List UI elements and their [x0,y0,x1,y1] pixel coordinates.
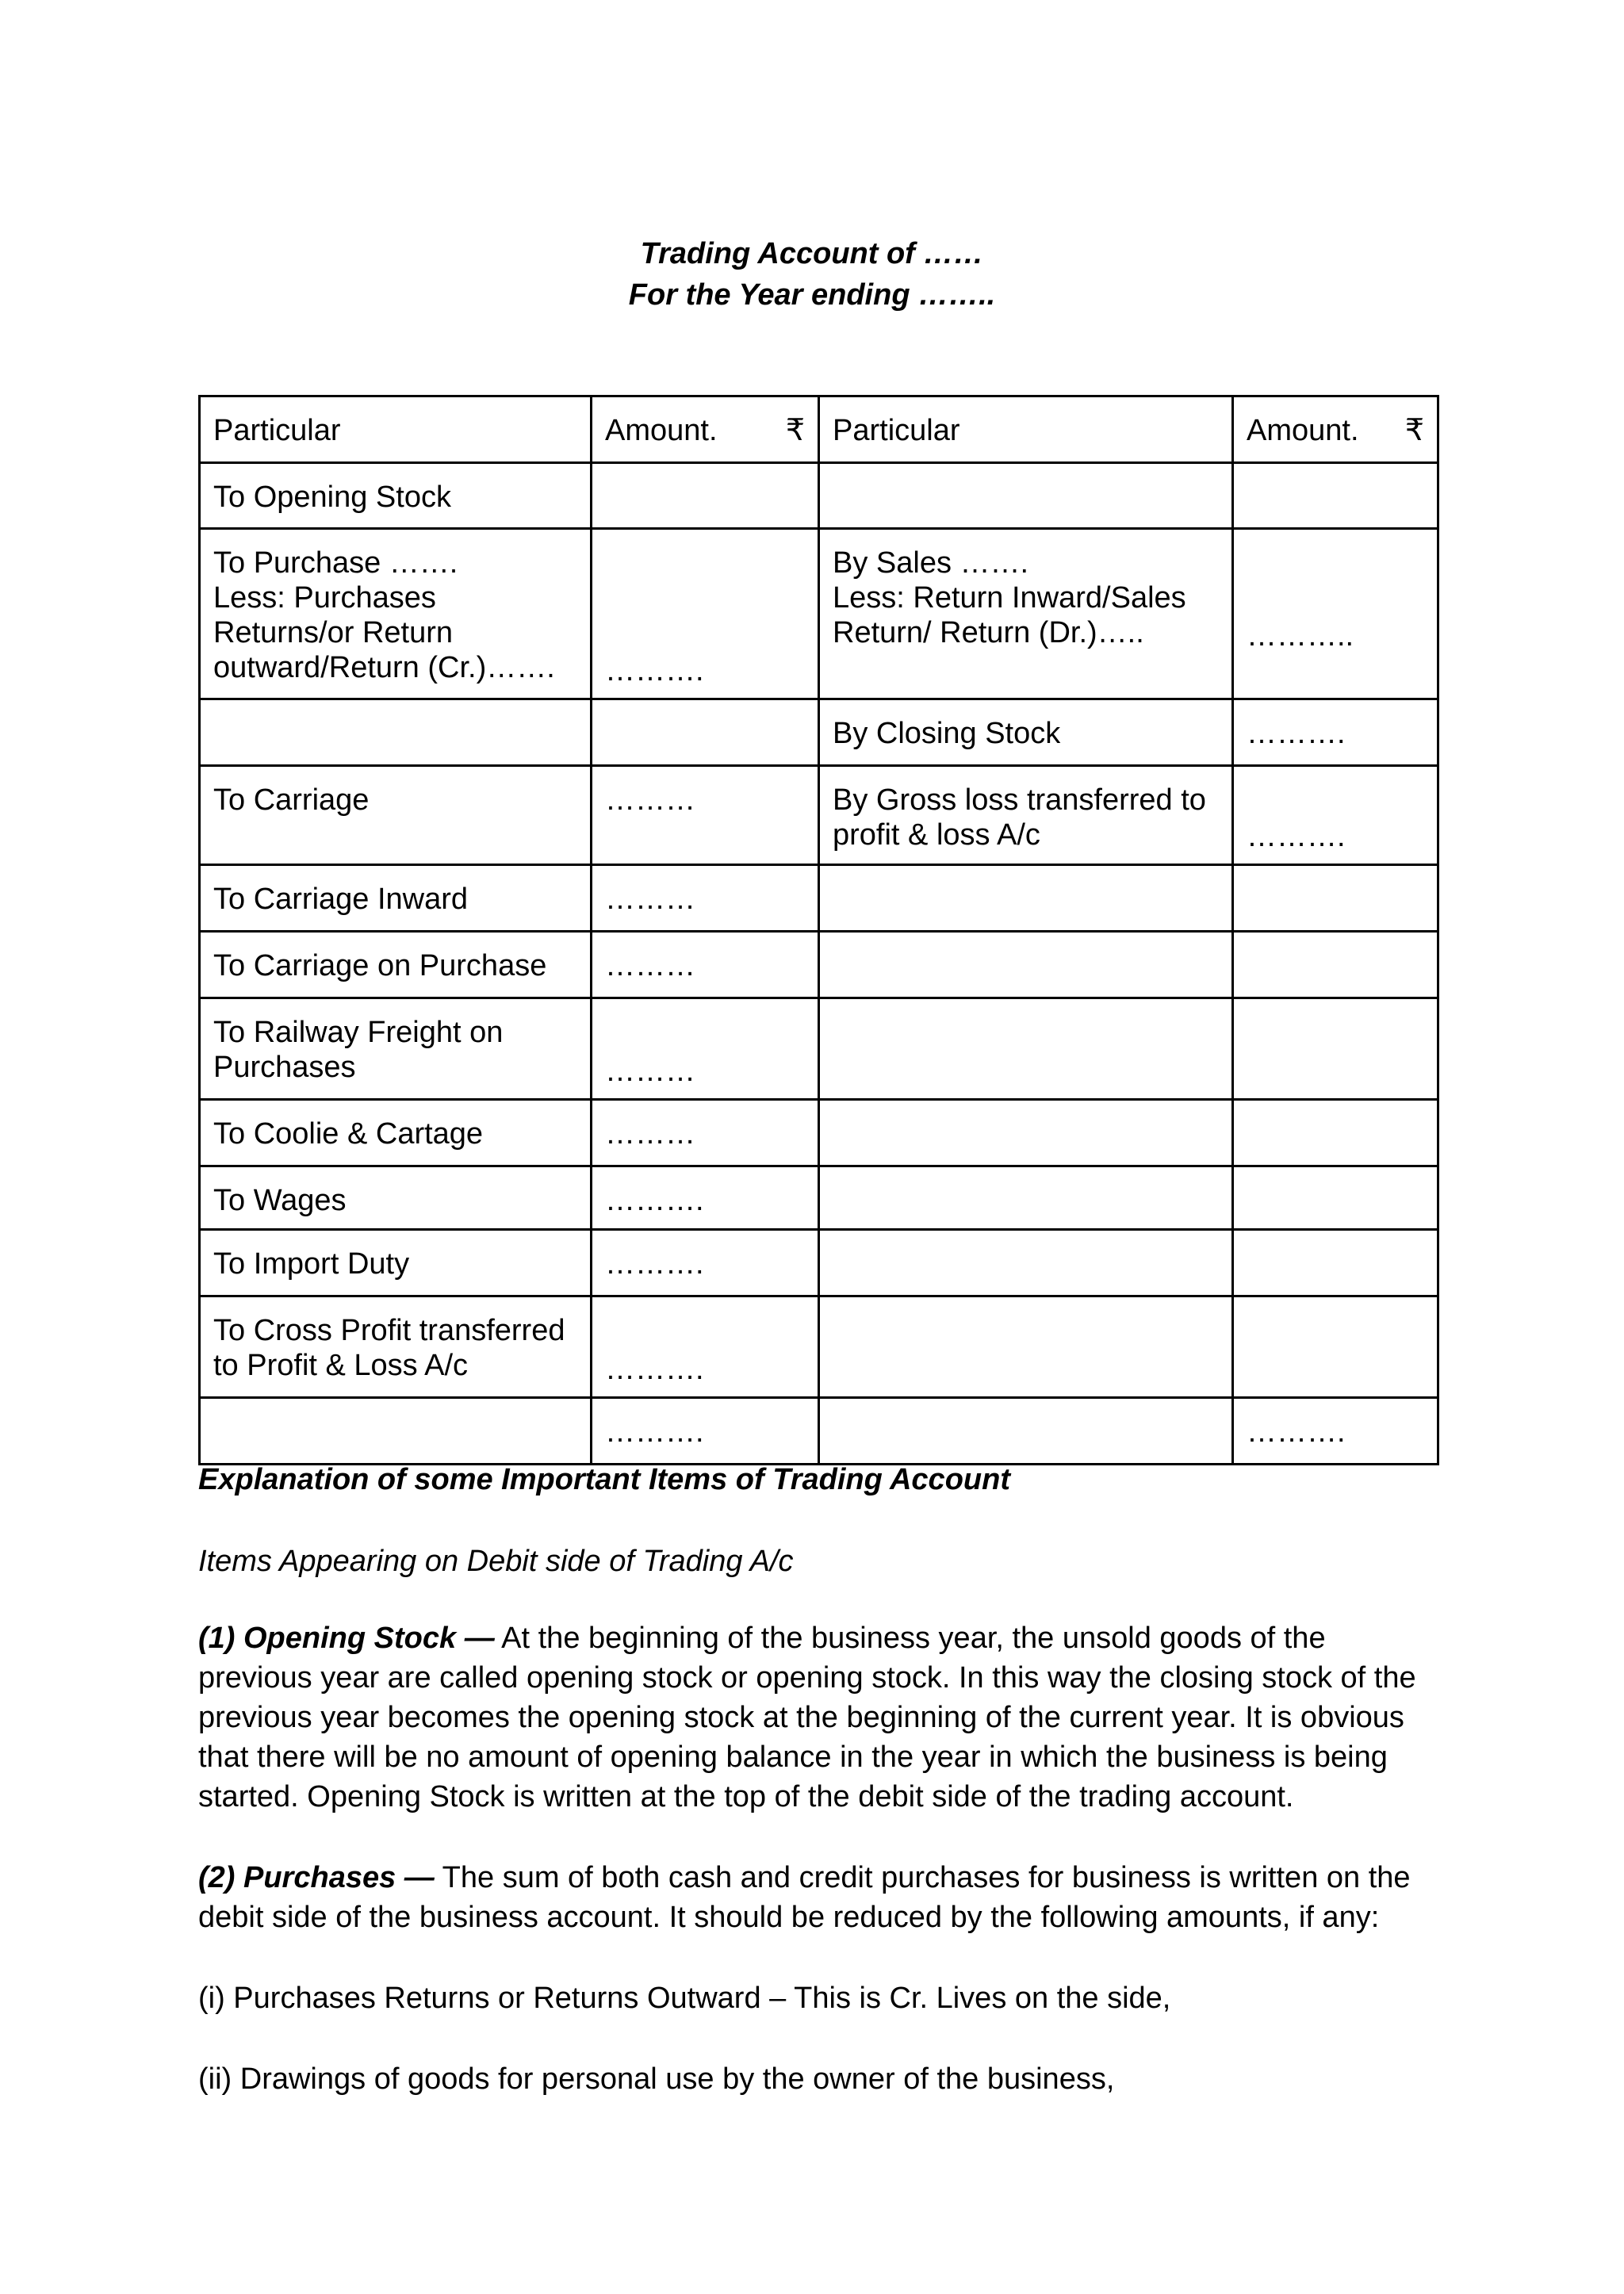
debit-amount: ……… [592,1100,819,1166]
credit-particular [819,1230,1233,1296]
debit-total: ………. [592,1398,819,1465]
credit-particular [819,865,1233,932]
debit-amount: ………. [592,1166,819,1230]
debit-amount: ……… [592,766,819,865]
page-subtitle: For the Year ending …….. [628,278,996,312]
debit-particular: To Carriage [200,766,592,865]
debit-amount: ……… [592,998,819,1100]
credit-amount [1233,932,1438,998]
credit-amount [1233,463,1438,529]
rupee-icon: ₹ [1404,414,1424,447]
list-item: (i) Purchases Returns or Returns Outward – This is Cr. Lives on the side, [198,1982,1171,2015]
credit-amount [1233,1296,1438,1398]
debit-particular [200,1398,592,1465]
table-row [200,1230,1438,1296]
debit-particular: To Coolie & Cartage [200,1100,592,1166]
rupee-icon: ₹ [785,414,805,447]
credit-amount [1233,865,1438,932]
credit-particular [819,1296,1233,1398]
trading-account-table [198,395,1439,1465]
debit-particular: To Carriage on Purchase [200,932,592,998]
debit-side-subheading: Items Appearing on Debit side of Trading A/c [198,1545,794,1578]
credit-particular: By Gross loss transferred to profit & loss A/c [819,766,1233,865]
table-row [200,1296,1438,1398]
credit-amount [1233,998,1438,1100]
debit-particular: To Railway Freight on Purchases [200,998,592,1100]
debit-particular: To Carriage Inward [200,865,592,932]
table-row [200,766,1438,865]
table-row [200,998,1438,1100]
debit-amount: ………. [592,529,819,699]
header-particular-debit: Particular [200,396,592,463]
credit-particular [819,1166,1233,1230]
table-total-row [200,1398,1438,1465]
paragraph-opening-stock [198,1618,1435,1817]
paragraph-label: (1) Opening Stock — [198,1622,495,1655]
paragraph-purchases [198,1858,1435,1937]
table-row [200,865,1438,932]
credit-amount: ……….. [1233,529,1438,699]
credit-amount [1233,1230,1438,1296]
table-row [200,1100,1438,1166]
debit-particular: To Wages [200,1166,592,1230]
debit-particular: To Purchase ……. Less: Purchases Returns/or Return outward/Return (Cr.)……. [200,529,592,699]
credit-particular [819,463,1233,529]
credit-amount: ………. [1233,699,1438,766]
credit-particular [819,932,1233,998]
header-particular-credit: Particular [819,396,1233,463]
debit-particular [200,699,592,766]
paragraph-text: At the beginning of the business year, the unsold goods of the previous year are called opening stock or opening stock. In this way the closing stock of the previous year becomes the opening stock at the beginning of the current year. It is obvious that there will be no amount of opening balance in the year in which the business is being started. Opening Stock is written at the top of the debit side of the trading account. [198,1622,1416,1813]
credit-amount [1233,1166,1438,1230]
debit-amount [592,699,819,766]
table-row [200,1166,1438,1230]
credit-particular [819,998,1233,1100]
page-title: Trading Account of …… [640,237,984,270]
debit-particular: To Cross Profit transferred to Profit & Loss A/c [200,1296,592,1398]
table-row [200,699,1438,766]
paragraph-label: (2) Purchases — [198,1861,435,1894]
paragraph-text: The sum of both cash and credit purchases for business is written on the debit side of the business account. It should be reduced by the following amounts, if any: [198,1861,1411,1934]
debit-amount: ………. [592,1296,819,1398]
debit-particular: To Import Duty [200,1230,592,1296]
table-row [200,463,1438,529]
credit-particular [819,1100,1233,1166]
debit-amount: ……… [592,865,819,932]
credit-particular [819,1398,1233,1465]
debit-amount [592,463,819,529]
credit-particular: By Sales ……. Less: Return Inward/Sales Return/ Return (Dr.)….. [819,529,1233,699]
credit-amount [1233,1100,1438,1166]
debit-particular: To Opening Stock [200,463,592,529]
credit-particular: By Closing Stock [819,699,1233,766]
table-row [200,932,1438,998]
table-row [200,529,1438,699]
header-amount-debit: Amount. ₹ [592,396,819,463]
explanation-heading: Explanation of some Important Items of Trading Account [198,1463,1010,1496]
debit-amount: ………. [592,1230,819,1296]
debit-amount: ……… [592,932,819,998]
list-item: (ii) Drawings of goods for personal use by the owner of the business, [198,2062,1115,2096]
credit-amount: ………. [1233,766,1438,865]
credit-total: ………. [1233,1398,1438,1465]
table-header-row [200,396,1438,463]
header-amount-credit: Amount. ₹ [1233,396,1438,463]
